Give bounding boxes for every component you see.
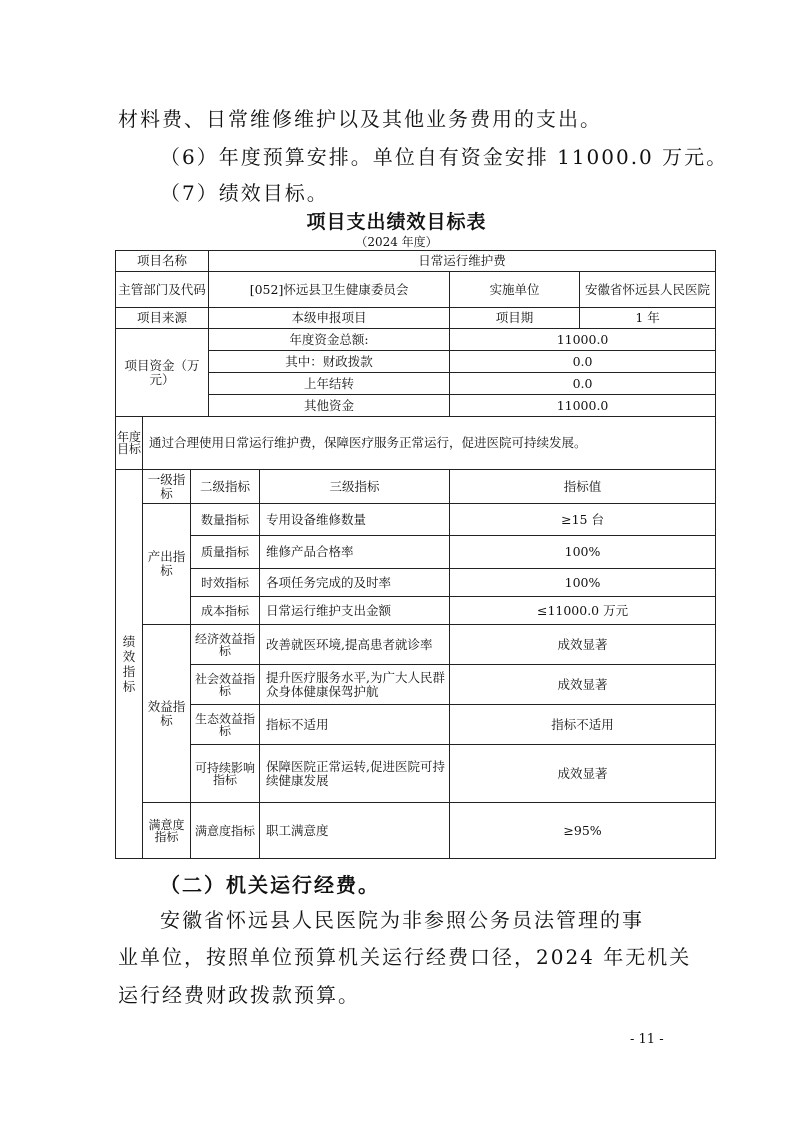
cell-value: 通过合理使用日常运行维护费，保障医疗服务正常运行，促进医院可持续发展。 <box>143 417 716 470</box>
cell-header: 一级指标 <box>143 470 191 504</box>
table-row <box>116 536 716 569</box>
cell-label: 成本指标 <box>191 597 260 625</box>
cell-label: 数量指标 <box>191 504 260 536</box>
cell-label: 项目资金（万元） <box>116 329 209 417</box>
cell-label: 项目来源 <box>116 308 209 329</box>
cell-value: ≥95% <box>450 803 716 859</box>
table-row <box>116 504 716 536</box>
table-row <box>116 803 716 859</box>
cell-value: 成效显著 <box>450 745 716 803</box>
table-row <box>116 329 716 351</box>
cell-label: 上年结转 <box>209 373 450 395</box>
paragraph-body: 运行经费财政拨款预算。 <box>118 983 360 1007</box>
cell-label: 质量指标 <box>191 536 260 569</box>
paragraph-body: 安徽省怀远县人民医院为非参照公务员法管理的事 <box>160 908 644 932</box>
cell-label: 主管部门及代码 <box>116 272 209 308</box>
cell-header: 三级指标 <box>260 470 450 504</box>
cell-value: 各项任务完成的及时率 <box>260 569 450 597</box>
cell-label: 项目名称 <box>116 251 209 272</box>
cell-label: 实施单位 <box>450 272 580 308</box>
cell-value: 100% <box>450 536 716 569</box>
cell-value: ≥15 台 <box>450 504 716 536</box>
cell-value: 维修产品合格率 <box>260 536 450 569</box>
cell-label: 年度目标 <box>116 417 143 470</box>
cell-value: 本级申报项目 <box>209 308 450 329</box>
table-row <box>116 625 716 665</box>
cell-label: 可持续影响指标 <box>191 745 260 803</box>
cell-value: 11000.0 <box>450 329 716 351</box>
table-title: 项目支出绩效目标表 <box>306 211 487 233</box>
table-year: （2024 年度） <box>355 235 438 249</box>
cell-value: 职工满意度 <box>260 803 450 859</box>
cell-value: 成效显著 <box>450 665 716 705</box>
table-row <box>116 417 716 470</box>
cell-value: 0.0 <box>450 373 716 395</box>
paragraph-body: 业单位，按照单位预算机关运行经费口径，2024 年无机关 <box>118 945 692 969</box>
table-row <box>116 745 716 803</box>
cell-label: 社会效益指标 <box>191 665 260 705</box>
cell-label: 满意度指标 <box>143 803 191 859</box>
paragraph-budget: （6）年度预算安排。单位自有资金安排 11000.0 万元。 <box>160 145 729 169</box>
cell-value: 指标不适用 <box>450 705 716 745</box>
cell-value: ≤11000.0 万元 <box>450 597 716 625</box>
cell-label: 时效指标 <box>191 569 260 597</box>
cell-label: 效益指标 <box>143 625 191 803</box>
table-row <box>116 251 716 272</box>
performance-table <box>115 250 716 859</box>
paragraph-goal-heading: （7）绩效目标。 <box>160 181 329 205</box>
cell-header: 二级指标 <box>191 470 260 504</box>
cell-value: 日常运行维护支出金额 <box>260 597 450 625</box>
cell-value: 指标不适用 <box>260 705 450 745</box>
cell-value: 专用设备维修数量 <box>260 504 450 536</box>
cell-value: 成效显著 <box>450 625 716 665</box>
cell-value: 100% <box>450 569 716 597</box>
paragraph-line: 材料费、日常维修维护以及其他业务费用的支出。 <box>118 107 602 131</box>
section-heading: （二）机关运行经费。 <box>160 873 380 897</box>
cell-label: 经济效益指标 <box>191 625 260 665</box>
table-row <box>116 597 716 625</box>
cell-header: 指标值 <box>450 470 716 504</box>
cell-value: [052]怀远县卫生健康委员会 <box>209 272 450 308</box>
cell-label: 其他资金 <box>209 395 450 417</box>
cell-value: 提升医疗服务水平,为广大人民群众身体健康保驾护航 <box>260 665 450 705</box>
cell-label: 年度资金总额: <box>209 329 450 351</box>
cell-label: 产出指标 <box>143 504 191 625</box>
cell-value: 11000.0 <box>450 395 716 417</box>
cell-label: 绩效指标 <box>116 470 143 859</box>
cell-value: 改善就医环境,提高患者就诊率 <box>260 625 450 665</box>
cell-value: 日常运行维护费 <box>209 251 716 272</box>
cell-label: 满意度指标 <box>191 803 260 859</box>
cell-label: 项目期 <box>450 308 580 329</box>
table-row <box>116 705 716 745</box>
cell-value: 保障医院正常运转,促进医院可持续健康发展 <box>260 745 450 803</box>
cell-label: 其中：财政拨款 <box>209 351 450 373</box>
table-row <box>116 665 716 705</box>
cell-label: 生态效益指标 <box>191 705 260 745</box>
cell-value: 安徽省怀远县人民医院 <box>580 272 716 308</box>
cell-value: 1 年 <box>580 308 716 329</box>
table-row <box>116 470 716 504</box>
table-row <box>116 569 716 597</box>
table-row <box>116 308 716 329</box>
table-row <box>116 272 716 308</box>
cell-value: 0.0 <box>450 351 716 373</box>
page-number: - 11 - <box>630 1032 664 1047</box>
